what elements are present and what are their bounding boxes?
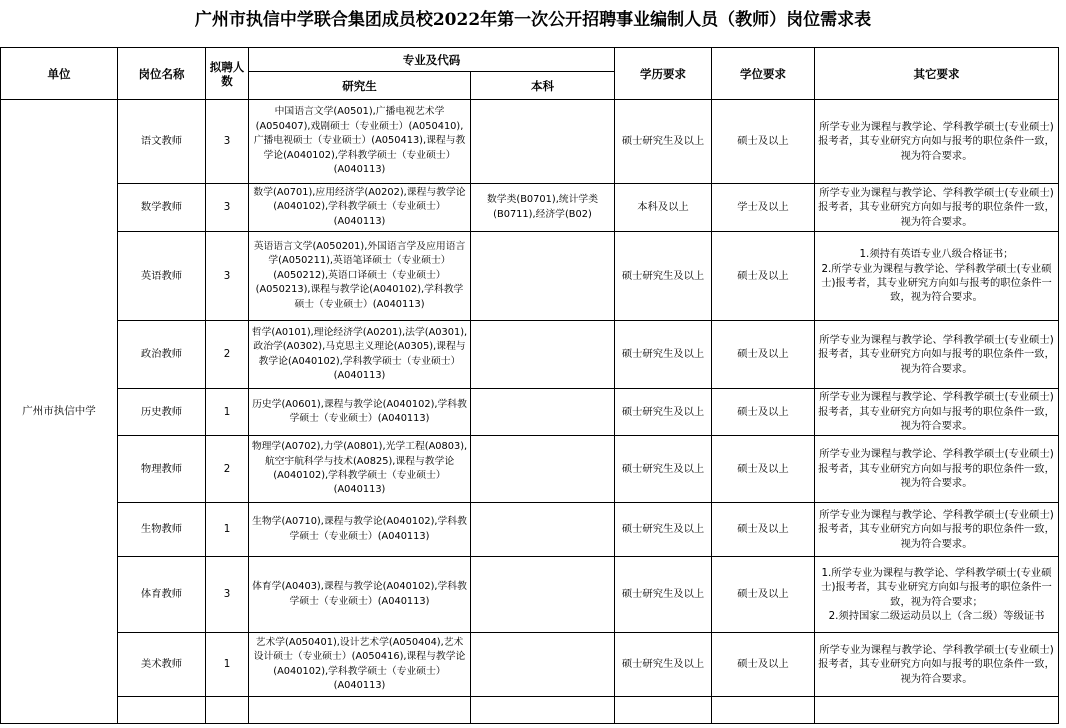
degree-cell: 学士及以上 xyxy=(712,184,815,232)
header-major-group: 专业及代码 xyxy=(249,48,615,72)
count-cell: 2 xyxy=(206,436,249,503)
education-cell: 硕士研究生及以上 xyxy=(615,389,712,436)
position-cell: 数学教师 xyxy=(118,184,206,232)
empty-cell xyxy=(471,697,615,724)
empty-cell xyxy=(118,697,206,724)
table-row xyxy=(1,503,1059,557)
empty-cell xyxy=(815,697,1059,724)
undergrad-major-cell xyxy=(471,100,615,184)
position-cell: 生物教师 xyxy=(118,503,206,557)
education-cell: 本科及以上 xyxy=(615,184,712,232)
count-cell: 3 xyxy=(206,184,249,232)
other-requirements-cell: 所学专业为课程与教学论、学科教学硕士(专业硕士)报考者，其专业研究方向如与报考的职位条件一致，视为符合要求。 xyxy=(815,321,1059,389)
position-cell: 语文教师 xyxy=(118,100,206,184)
degree-cell: 硕士及以上 xyxy=(712,436,815,503)
count-cell: 1 xyxy=(206,503,249,557)
count-cell: 1 xyxy=(206,633,249,697)
header-undergrad: 本科 xyxy=(471,72,615,100)
table-row xyxy=(1,389,1059,436)
graduate-major-cell: 哲学(A0101),理论经济学(A0201),法学(A0301),政治学(A0302),马克思主义理论(A0305),课程与教学论(A040102),学科教学硕士（专业硕士）(A040113) xyxy=(249,321,471,389)
degree-cell: 硕士及以上 xyxy=(712,321,815,389)
header-other: 其它要求 xyxy=(815,48,1059,100)
position-cell: 政治教师 xyxy=(118,321,206,389)
other-requirements-cell: 1.所学专业为课程与教学论、学科教学硕士(专业硕士)报考者，其专业研究方向如与报考的职位条件一致，视为符合要求； 2.须持国家二级运动员以上（含二级）等级证书 xyxy=(815,557,1059,633)
education-cell: 硕士研究生及以上 xyxy=(615,100,712,184)
table-row xyxy=(1,557,1059,633)
graduate-major-cell: 历史学(A0601),课程与教学论(A040102),学科教学硕士（专业硕士）(A040113) xyxy=(249,389,471,436)
empty-cell xyxy=(615,697,712,724)
education-cell: 硕士研究生及以上 xyxy=(615,557,712,633)
other-requirements-cell: 所学专业为课程与教学论、学科教学硕士(专业硕士)报考者，其专业研究方向如与报考的职位条件一致，视为符合要求。 xyxy=(815,100,1059,184)
table-row-empty xyxy=(1,697,1059,724)
graduate-major-cell: 中国语言文学(A0501),广播电视艺术学(A050407),戏剧硕士（专业硕士）(A050410),广播电视硕士（专业硕士）(A050413),课程与教学论(A040102),学科教学硕士（专业硕士）(A040113) xyxy=(249,100,471,184)
undergrad-major-cell: 数学类(B0701),统计学类(B0711),经济学(B02) xyxy=(471,184,615,232)
education-cell: 硕士研究生及以上 xyxy=(615,633,712,697)
graduate-major-cell: 数学(A0701),应用经济学(A0202),课程与教学论(A040102),学科教学硕士（专业硕士）(A040113) xyxy=(249,184,471,232)
header-graduate: 研究生 xyxy=(249,72,471,100)
degree-cell: 硕士及以上 xyxy=(712,503,815,557)
education-cell: 硕士研究生及以上 xyxy=(615,436,712,503)
graduate-major-cell: 英语语言文学(A050201),外国语言学及应用语言学(A050211),英语笔译硕士（专业硕士）(A050212),英语口译硕士（专业硕士）(A050213),课程与教学论(A040102),学科教学硕士（专业硕士）(A040113) xyxy=(249,232,471,321)
degree-cell: 硕士及以上 xyxy=(712,633,815,697)
undergrad-major-cell xyxy=(471,232,615,321)
table-body xyxy=(1,100,1059,724)
undergrad-major-cell xyxy=(471,436,615,503)
header-unit: 单位 xyxy=(1,48,118,100)
position-cell: 英语教师 xyxy=(118,232,206,321)
undergrad-major-cell xyxy=(471,557,615,633)
count-cell: 1 xyxy=(206,389,249,436)
empty-cell xyxy=(712,697,815,724)
table-row xyxy=(1,184,1059,232)
undergrad-major-cell xyxy=(471,321,615,389)
table-row xyxy=(1,321,1059,389)
education-cell: 硕士研究生及以上 xyxy=(615,232,712,321)
undergrad-major-cell xyxy=(471,389,615,436)
table-row xyxy=(1,436,1059,503)
other-requirements-cell: 所学专业为课程与教学论、学科教学硕士(专业硕士)报考者，其专业研究方向如与报考的职位条件一致，视为符合要求。 xyxy=(815,633,1059,697)
other-requirements-cell: 所学专业为课程与教学论、学科教学硕士(专业硕士)报考者，其专业研究方向如与报考的职位条件一致，视为符合要求。 xyxy=(815,503,1059,557)
header-count: 拟聘人数 xyxy=(206,48,249,100)
empty-cell xyxy=(249,697,471,724)
degree-cell: 硕士及以上 xyxy=(712,557,815,633)
header-education: 学历要求 xyxy=(615,48,712,100)
table-row xyxy=(1,100,1059,184)
count-cell: 3 xyxy=(206,100,249,184)
other-requirements-cell: 所学专业为课程与教学论、学科教学硕士(专业硕士)报考者，其专业研究方向如与报考的职位条件一致，视为符合要求。 xyxy=(815,436,1059,503)
count-cell: 3 xyxy=(206,557,249,633)
table-row xyxy=(1,232,1059,321)
other-requirements-cell: 所学专业为课程与教学论、学科教学硕士(专业硕士)报考者，其专业研究方向如与报考的职位条件一致，视为符合要求。 xyxy=(815,389,1059,436)
position-cell: 历史教师 xyxy=(118,389,206,436)
unit-name: 广州市执信中学 xyxy=(1,100,118,724)
empty-cell xyxy=(206,697,249,724)
degree-cell: 硕士及以上 xyxy=(712,389,815,436)
count-cell: 2 xyxy=(206,321,249,389)
page-title: 广州市执信中学联合集团成员校2022年第一次公开招聘事业编制人员（教师）岗位需求表 xyxy=(194,10,872,30)
position-cell: 体育教师 xyxy=(118,557,206,633)
degree-cell: 硕士及以上 xyxy=(712,100,815,184)
header-degree: 学位要求 xyxy=(712,48,815,100)
other-requirements-cell: 1.须持有英语专业八级合格证书； 2.所学专业为课程与教学论、学科教学硕士(专业硕士)报考者，其专业研究方向如与报考的职位条件一致，视为符合要求。 xyxy=(815,232,1059,321)
header-position: 岗位名称 xyxy=(118,48,206,100)
degree-cell: 硕士及以上 xyxy=(712,232,815,321)
undergrad-major-cell xyxy=(471,503,615,557)
table-row xyxy=(1,633,1059,697)
graduate-major-cell: 生物学(A0710),课程与教学论(A040102),学科教学硕士（专业硕士）(A040113) xyxy=(249,503,471,557)
undergrad-major-cell xyxy=(471,633,615,697)
recruitment-table xyxy=(0,47,1059,724)
graduate-major-cell: 物理学(A0702),力学(A0801),光学工程(A0803),航空宇航科学与技术(A0825),课程与教学论(A040102),学科教学硕士（专业硕士）(A040113) xyxy=(249,436,471,503)
position-cell: 物理教师 xyxy=(118,436,206,503)
other-requirements-cell: 所学专业为课程与教学论、学科教学硕士(专业硕士)报考者，其专业研究方向如与报考的职位条件一致，视为符合要求。 xyxy=(815,184,1059,232)
education-cell: 硕士研究生及以上 xyxy=(615,321,712,389)
graduate-major-cell: 体育学(A0403),课程与教学论(A040102),学科教学硕士（专业硕士）(A040113) xyxy=(249,557,471,633)
position-cell: 美术教师 xyxy=(118,633,206,697)
graduate-major-cell: 艺术学(A050401),设计艺术学(A050404),艺术设计硕士（专业硕士）(A050416),课程与教学论(A040102),学科教学硕士（专业硕士）(A040113) xyxy=(249,633,471,697)
count-cell: 3 xyxy=(206,232,249,321)
education-cell: 硕士研究生及以上 xyxy=(615,503,712,557)
